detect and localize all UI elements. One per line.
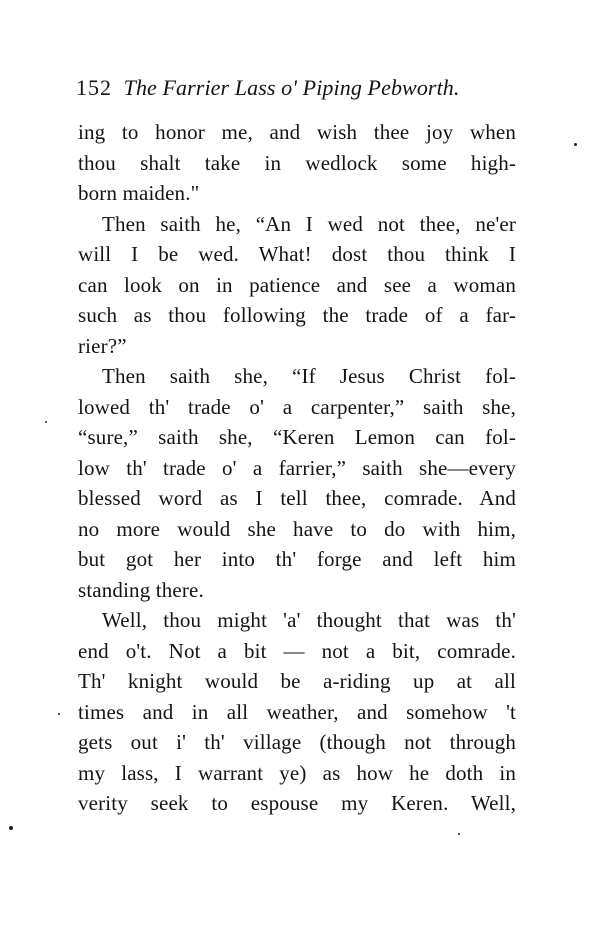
text-line: times and in all weather, and somehow 't — [78, 699, 516, 724]
page-number: 152 — [76, 75, 112, 100]
text-line: such as thou following the trade of a far- — [78, 303, 516, 327]
text-line: my lass, I warrant ye) as how he doth in — [78, 760, 516, 785]
scan-speck — [58, 713, 60, 715]
scan-speck — [458, 833, 460, 835]
scan-speck — [574, 143, 577, 146]
paragraph — [78, 209, 516, 362]
text-line: standing there. — [78, 577, 204, 602]
text-line: born maiden." — [78, 181, 200, 205]
text-line: end o't. Not a bit — not a bit, comrade. — [78, 638, 516, 663]
text-line: Th' knight would be a-riding up at all — [78, 669, 516, 693]
text-line: thou shalt take in wedlock some high- — [78, 150, 516, 175]
running-head — [76, 73, 516, 103]
scan-speck — [45, 421, 47, 423]
text-line: blessed word as I tell thee, comrade. And — [78, 486, 516, 510]
paragraph — [78, 605, 516, 819]
text-line: gets out i' th' village (though not through — [78, 730, 516, 754]
text-line: verity seek to espouse my Keren. Well, — [78, 791, 516, 815]
paragraph — [78, 361, 516, 605]
body-text — [78, 117, 516, 819]
text-line: will I be wed. What! dost thou think I — [78, 242, 516, 266]
text-line: Well, thou might 'a' thought that was th' — [102, 608, 516, 632]
text-line: can look on in patience and see a woman — [78, 272, 516, 297]
scan-speck — [9, 826, 13, 830]
text-line: lowed th' trade o' a carpenter,” saith she, — [78, 394, 516, 419]
text-line: no more would she have to do with him, — [78, 516, 516, 541]
paragraph — [78, 117, 516, 209]
text-line: Then saith he, “An I wed not thee, ne'er — [102, 211, 516, 236]
book-title: The Farrier Lass o' Piping Pebworth. — [123, 75, 460, 100]
text-line: rier?” — [78, 333, 127, 358]
text-line: low th' trade o' a farrier,” saith she—every — [78, 455, 516, 480]
text-line: ing to honor me, and wish thee joy when — [78, 120, 516, 144]
text-line: Then saith she, “If Jesus Christ fol- — [102, 364, 516, 388]
text-line: “sure,” saith she, “Keren Lemon can fol- — [78, 425, 516, 449]
text-line: but got her into th' forge and left him — [78, 547, 516, 571]
